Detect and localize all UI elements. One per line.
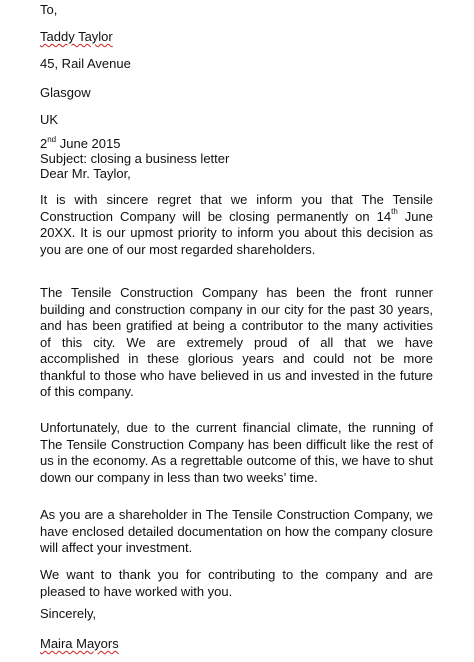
paragraph-1-part-a: It is with sincere regret that we inform you that The Tensile Construction Company will be closing permanently on 14 bbox=[40, 192, 433, 224]
paragraph-1-part-b: June 20XX. It is our upmost priority to inform you about this decision as you are one of our most regarded shareholders. bbox=[40, 208, 433, 257]
signature-text: Maira Mayors bbox=[40, 636, 119, 651]
recipient-name-text: Taddy Taylor bbox=[40, 29, 113, 44]
paragraph-3: Unfortunately, due to the current financial climate, the running of The Tensile Construction Company has been difficult like the rest of us in the economy. As a regrettable outcome of this, we have to shut down our company in less than two weeks’ time. bbox=[40, 420, 433, 485]
closing: Sincerely, bbox=[40, 606, 97, 621]
subject-line: Subject: closing a business letter bbox=[40, 151, 230, 166]
paragraph-1-sup: th bbox=[391, 207, 398, 217]
date-day: 2 bbox=[40, 136, 48, 151]
paragraph-5: We want to thank you for contributing to the company and are pleased to have worked with you. bbox=[40, 567, 433, 599]
address-country: UK bbox=[40, 112, 59, 127]
to-label: To, bbox=[40, 2, 58, 17]
paragraph-4: As you are a shareholder in The Tensile Construction Company, we have enclosed detailed documentation on how the company closure will affect your investment. bbox=[40, 507, 433, 555]
date-rest: June 2015 bbox=[56, 136, 121, 151]
letter-date bbox=[40, 136, 120, 152]
address-street: 45, Rail Avenue bbox=[40, 56, 131, 71]
signature bbox=[40, 636, 119, 652]
paragraph-2: The Tensile Construction Company has been the front runner building and construction company in our city for the past 30 years, and has been gratified at being a contributor to the many activities of this city. We are extremely proud of all that we have accomplished in these glorious years and could not be more thankful to those who have believed in us and invested in the future of this company. bbox=[40, 285, 433, 399]
date-suffix: nd bbox=[47, 134, 57, 144]
greeting: Dear Mr. Taylor, bbox=[40, 166, 131, 181]
address-city: Glasgow bbox=[40, 85, 91, 100]
recipient-name bbox=[40, 29, 113, 45]
paragraph-1 bbox=[40, 192, 433, 258]
